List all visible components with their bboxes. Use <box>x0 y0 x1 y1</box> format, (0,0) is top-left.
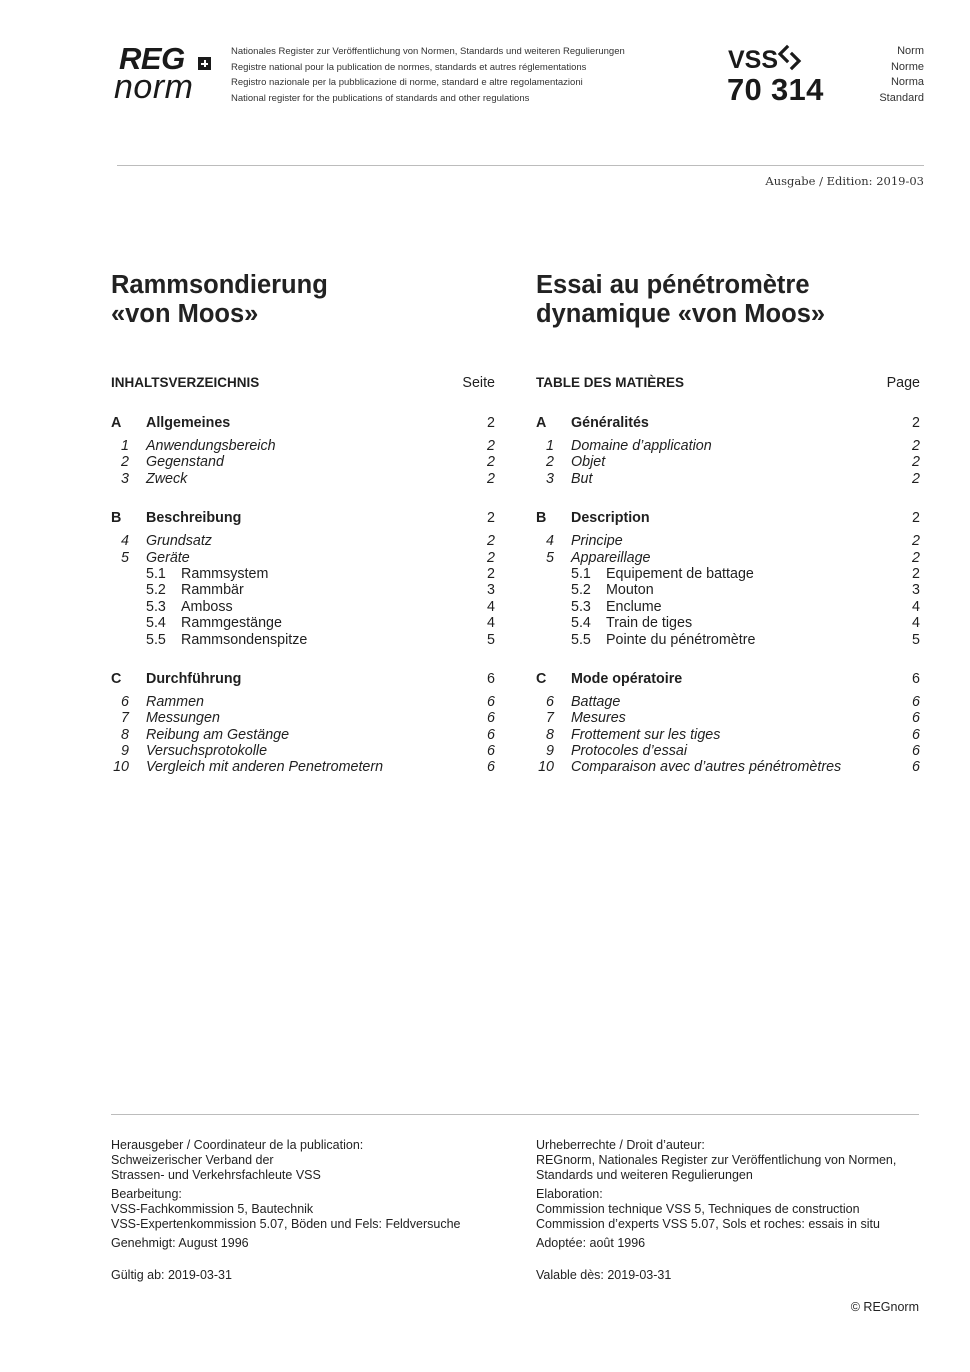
toc-subitem-row <box>111 632 495 648</box>
toc-item-number: 3 <box>121 470 129 487</box>
toc-subitem-title: Rammsondenspitze <box>181 631 308 648</box>
toc-item-row <box>536 727 920 743</box>
toc-section-title: Beschreibung <box>146 510 242 527</box>
toc-item-title: Gegenstand <box>146 454 224 471</box>
toc-page-number: 2 <box>487 454 495 471</box>
register-line: Registre national pour la publication de normes, standards et autres réglementations <box>231 61 587 73</box>
toc-page-number: 6 <box>912 710 920 727</box>
toc-page-number: 2 <box>487 438 495 454</box>
toc-section-title: Mode opératoire <box>571 670 683 687</box>
toc-page-number: 2 <box>912 510 920 527</box>
toc-item-number: 3 <box>546 470 554 487</box>
toc-subitem-number: 5.4 <box>571 615 591 632</box>
norm-word: Norme <box>890 60 924 73</box>
norm-word: Norm <box>897 45 924 57</box>
vss-logo-text: VSS <box>728 46 779 72</box>
toc-item-number: 6 <box>121 693 129 710</box>
toc-subitem-title: Rammgestänge <box>181 615 282 632</box>
toc-item-title: Principe <box>571 533 623 550</box>
toc-section-row <box>111 670 495 688</box>
toc-page-number: 6 <box>487 743 495 760</box>
toc-subitem-title: Amboss <box>181 598 233 615</box>
toc-subitem-title: Rammsystem <box>181 565 269 582</box>
footer-block <box>536 1138 936 1183</box>
toc-page-number: 5 <box>487 631 495 648</box>
toc-subitem-row <box>111 566 495 582</box>
toc-section-letter: C <box>111 670 122 687</box>
toc-section-title: Allgemeines <box>146 415 231 431</box>
footer-french <box>536 1138 936 1283</box>
toc-page-number: 2 <box>912 454 920 471</box>
toc-subitem-number: 5.2 <box>571 582 591 599</box>
toc-section-title: Description <box>571 510 650 527</box>
toc-item-row <box>536 454 920 470</box>
norm-word: Standard <box>879 91 924 104</box>
toc-item-number: 2 <box>121 454 129 471</box>
toc-page-number: 6 <box>487 693 495 710</box>
toc-page-number: 6 <box>487 726 495 743</box>
toc-item-title: Mesures <box>571 710 626 727</box>
toc-item-row <box>111 694 495 710</box>
toc-page-number: 4 <box>912 598 920 615</box>
validity-date: Valable dès: 2019-03-31 <box>536 1268 672 1282</box>
toc-item-title: Battage <box>571 693 621 710</box>
toc-item-number: 5 <box>121 549 129 566</box>
toc-subitem-row <box>536 582 920 598</box>
footer-block <box>111 1187 511 1232</box>
toc-item-title: But <box>571 470 593 487</box>
footer-line: REGnorm, Nationales Register zur Veröffentlichung von Normen, <box>536 1153 897 1167</box>
toc-item-number: 10 <box>113 759 129 776</box>
toc-item-row <box>536 550 920 566</box>
toc-item-row <box>536 694 920 710</box>
toc-item-row <box>111 471 495 487</box>
toc-subitem-number: 5.5 <box>146 631 166 648</box>
document-number: 70 314 <box>727 72 824 107</box>
toc-item-number: 4 <box>546 533 554 550</box>
toc-subitem-title: Pointe du pénétromètre <box>606 631 756 648</box>
toc-section-row <box>111 509 495 527</box>
table-of-contents-french <box>536 374 920 776</box>
title-line: dynamique «von Moos» <box>536 300 826 328</box>
toc-subitem-number: 5.3 <box>146 598 166 615</box>
footer-line: Herausgeber / Coordinateur de la publication: <box>111 1138 364 1152</box>
toc-page-number: 6 <box>912 726 920 743</box>
toc-item-number: 9 <box>121 743 129 760</box>
title-line: Essai au pénétromètre <box>536 271 810 299</box>
toc-item-row <box>111 438 495 454</box>
footer-block <box>536 1187 936 1232</box>
toc-item-number: 10 <box>538 759 554 776</box>
toc-subitem-title: Train de tiges <box>606 615 693 632</box>
toc-item-number: 9 <box>546 743 554 760</box>
toc-subitem-row <box>536 632 920 648</box>
toc-page-number: 2 <box>487 533 495 550</box>
toc-header <box>111 374 495 392</box>
toc-page-number: 6 <box>487 670 495 687</box>
title-line: «von Moos» <box>111 300 259 328</box>
toc-item-row <box>536 759 920 775</box>
toc-item-row <box>536 438 920 454</box>
toc-page-number: 2 <box>912 415 920 431</box>
footer-line: Schweizerischer Verband der <box>111 1153 274 1167</box>
toc-page-label: Seite <box>462 375 495 391</box>
footer-line: Commission d’experts VSS 5.07, Sols et roches: essais in situ <box>536 1217 880 1231</box>
toc-section-letter: A <box>536 415 547 431</box>
footer-block <box>111 1138 511 1183</box>
table-of-contents-german <box>111 374 495 776</box>
toc-page-number: 3 <box>912 582 920 599</box>
toc-page-number: 4 <box>487 615 495 632</box>
toc-item-number: 6 <box>546 693 554 710</box>
toc-item-number: 4 <box>121 533 129 550</box>
register-line: Nationales Register zur Veröffentlichung von Normen, Standards und weiteren Regulierungen <box>231 46 625 57</box>
vss-logo <box>728 44 802 72</box>
toc-page-number: 6 <box>912 693 920 710</box>
footer-block <box>111 1236 511 1251</box>
toc-item-title: Frottement sur les tiges <box>571 726 721 743</box>
toc-item-title: Domaine d’application <box>571 438 712 454</box>
footer-line: VSS-Fachkommission 5, Bautechnik <box>111 1202 314 1216</box>
footer-divider <box>111 1114 919 1115</box>
toc-subitem-title: Enclume <box>606 598 662 615</box>
toc-item-number: 1 <box>121 438 129 454</box>
toc-item-title: Zweck <box>146 470 188 487</box>
copyright: © REGnorm <box>850 1300 919 1314</box>
toc-item-number: 7 <box>546 710 554 727</box>
footer-line: Urheberrechte / Droit d’auteur: <box>536 1138 705 1152</box>
toc-item-title: Versuchsprotokolle <box>146 743 268 760</box>
norm-type-labels <box>840 44 924 106</box>
toc-item-title: Appareillage <box>571 549 651 566</box>
toc-item-title: Reibung am Gestänge <box>146 726 290 743</box>
validity-date: Gültig ab: 2019-03-31 <box>111 1268 232 1282</box>
toc-page-number: 2 <box>912 549 920 566</box>
toc-subitem-row <box>111 599 495 615</box>
toc-heading: INHALTSVERZEICHNIS <box>111 375 260 390</box>
toc-item-row <box>111 550 495 566</box>
footer-line: VSS-Expertenkommission 5.07, Böden und Fels: Feldversuche <box>111 1217 461 1231</box>
footer-line: Strassen- und Verkehrsfachleute VSS <box>111 1168 321 1182</box>
toc-subitem-row <box>536 599 920 615</box>
toc-subitem-number: 5.4 <box>146 615 166 632</box>
footer-line: Standards und weiteren Regulierungen <box>536 1168 753 1182</box>
register-description <box>231 44 625 106</box>
header-divider <box>117 165 924 166</box>
toc-page-number: 4 <box>487 598 495 615</box>
toc-item-title: Rammen <box>146 693 204 710</box>
toc-item-title: Geräte <box>146 549 190 566</box>
toc-item-row <box>111 533 495 549</box>
toc-section-title: Généralités <box>571 415 649 431</box>
footer-line: Bearbeitung: <box>111 1187 182 1201</box>
toc-subitem-number: 5.5 <box>571 631 591 648</box>
toc-page-number: 5 <box>912 631 920 648</box>
regnorm-logo-norm: norm <box>114 68 194 106</box>
toc-subitem-title: Mouton <box>606 582 654 599</box>
toc-page-number: 6 <box>912 670 920 687</box>
toc-section-letter: B <box>111 510 122 527</box>
toc-item-title: Comparaison avec d’autres pénétromètres <box>571 759 842 776</box>
toc-page-number: 2 <box>487 565 495 582</box>
toc-page-number: 2 <box>487 510 495 527</box>
toc-subitem-number: 5.3 <box>571 598 591 615</box>
toc-item-number: 8 <box>121 726 129 743</box>
toc-page-number: 2 <box>487 470 495 487</box>
toc-section-letter: C <box>536 670 547 687</box>
toc-page-number: 3 <box>487 582 495 599</box>
footer-line: Adoptée: août 1996 <box>536 1236 646 1250</box>
register-line: Registro nazionale per la pubblicazione di norme, standard e altre regolamentazioni <box>231 77 583 88</box>
toc-subitem-row <box>111 582 495 598</box>
title-french <box>536 271 825 329</box>
vss-logo-arrows-icon <box>780 47 799 68</box>
toc-subitem-number: 5.1 <box>146 565 166 582</box>
regnorm-logo-reg: REG <box>119 41 185 76</box>
footer-line: Elaboration: <box>536 1187 603 1201</box>
toc-item-title: Messungen <box>146 710 220 727</box>
toc-page-label: Page <box>886 375 920 391</box>
norm-word: Norma <box>890 76 924 88</box>
toc-subitem-row <box>536 615 920 631</box>
toc-heading: TABLE DES MATIÈRES <box>536 375 685 390</box>
toc-page-number: 2 <box>487 415 495 431</box>
toc-page-number: 6 <box>487 710 495 727</box>
toc-page-number: 2 <box>912 565 920 582</box>
toc-subitem-title: Equipement de battage <box>606 565 754 582</box>
toc-page-number: 4 <box>912 615 920 632</box>
toc-item-title: Objet <box>571 454 606 471</box>
toc-item-title: Anwendungsbereich <box>146 438 276 454</box>
footer-block <box>536 1236 936 1251</box>
toc-section-row <box>536 414 920 432</box>
footer-line: Genehmigt: August 1996 <box>111 1236 249 1250</box>
footer-german <box>111 1138 511 1283</box>
toc-item-row <box>111 727 495 743</box>
toc-item-row <box>536 743 920 759</box>
toc-subitem-row <box>111 615 495 631</box>
edition-label: Ausgabe / Edition: 2019-03 <box>765 174 924 188</box>
toc-item-row <box>536 710 920 726</box>
toc-subitem-title: Rammbär <box>181 582 244 599</box>
toc-section-row <box>536 509 920 527</box>
toc-item-row <box>111 454 495 470</box>
toc-page-number: 6 <box>912 743 920 760</box>
toc-page-number: 6 <box>912 759 920 776</box>
register-line: National register for the publications of standards and other regulations <box>231 92 530 104</box>
toc-subitem-number: 5.2 <box>146 582 166 599</box>
toc-header <box>536 374 920 392</box>
toc-page-number: 6 <box>487 759 495 776</box>
toc-item-title: Vergleich mit anderen Penetrometern <box>146 759 384 776</box>
toc-page-number: 2 <box>912 438 920 454</box>
swiss-cross-icon <box>198 57 211 70</box>
toc-item-title: Grundsatz <box>146 533 212 550</box>
toc-section-letter: B <box>536 510 547 527</box>
toc-page-number: 2 <box>912 533 920 550</box>
toc-item-number: 1 <box>546 438 554 454</box>
title-german <box>111 271 328 329</box>
toc-subitem-row <box>536 566 920 582</box>
toc-subitem-number: 5.1 <box>571 565 591 582</box>
toc-item-row <box>111 759 495 775</box>
toc-item-row <box>111 743 495 759</box>
toc-item-number: 5 <box>546 549 554 566</box>
toc-item-number: 2 <box>546 454 554 471</box>
toc-section-row <box>536 670 920 688</box>
toc-item-row <box>536 471 920 487</box>
toc-item-title: Protocoles d’essai <box>571 743 688 760</box>
toc-section-title: Durchführung <box>146 670 242 687</box>
toc-section-letter: A <box>111 415 122 431</box>
toc-item-number: 8 <box>546 726 554 743</box>
toc-section-row <box>111 414 495 432</box>
toc-page-number: 2 <box>912 470 920 487</box>
title-line: Rammsondierung <box>111 271 328 299</box>
footer-line: Commission technique VSS 5, Techniques de construction <box>536 1202 860 1216</box>
toc-item-row <box>111 710 495 726</box>
toc-item-number: 7 <box>121 710 129 727</box>
toc-item-row <box>536 533 920 549</box>
toc-page-number: 2 <box>487 549 495 566</box>
